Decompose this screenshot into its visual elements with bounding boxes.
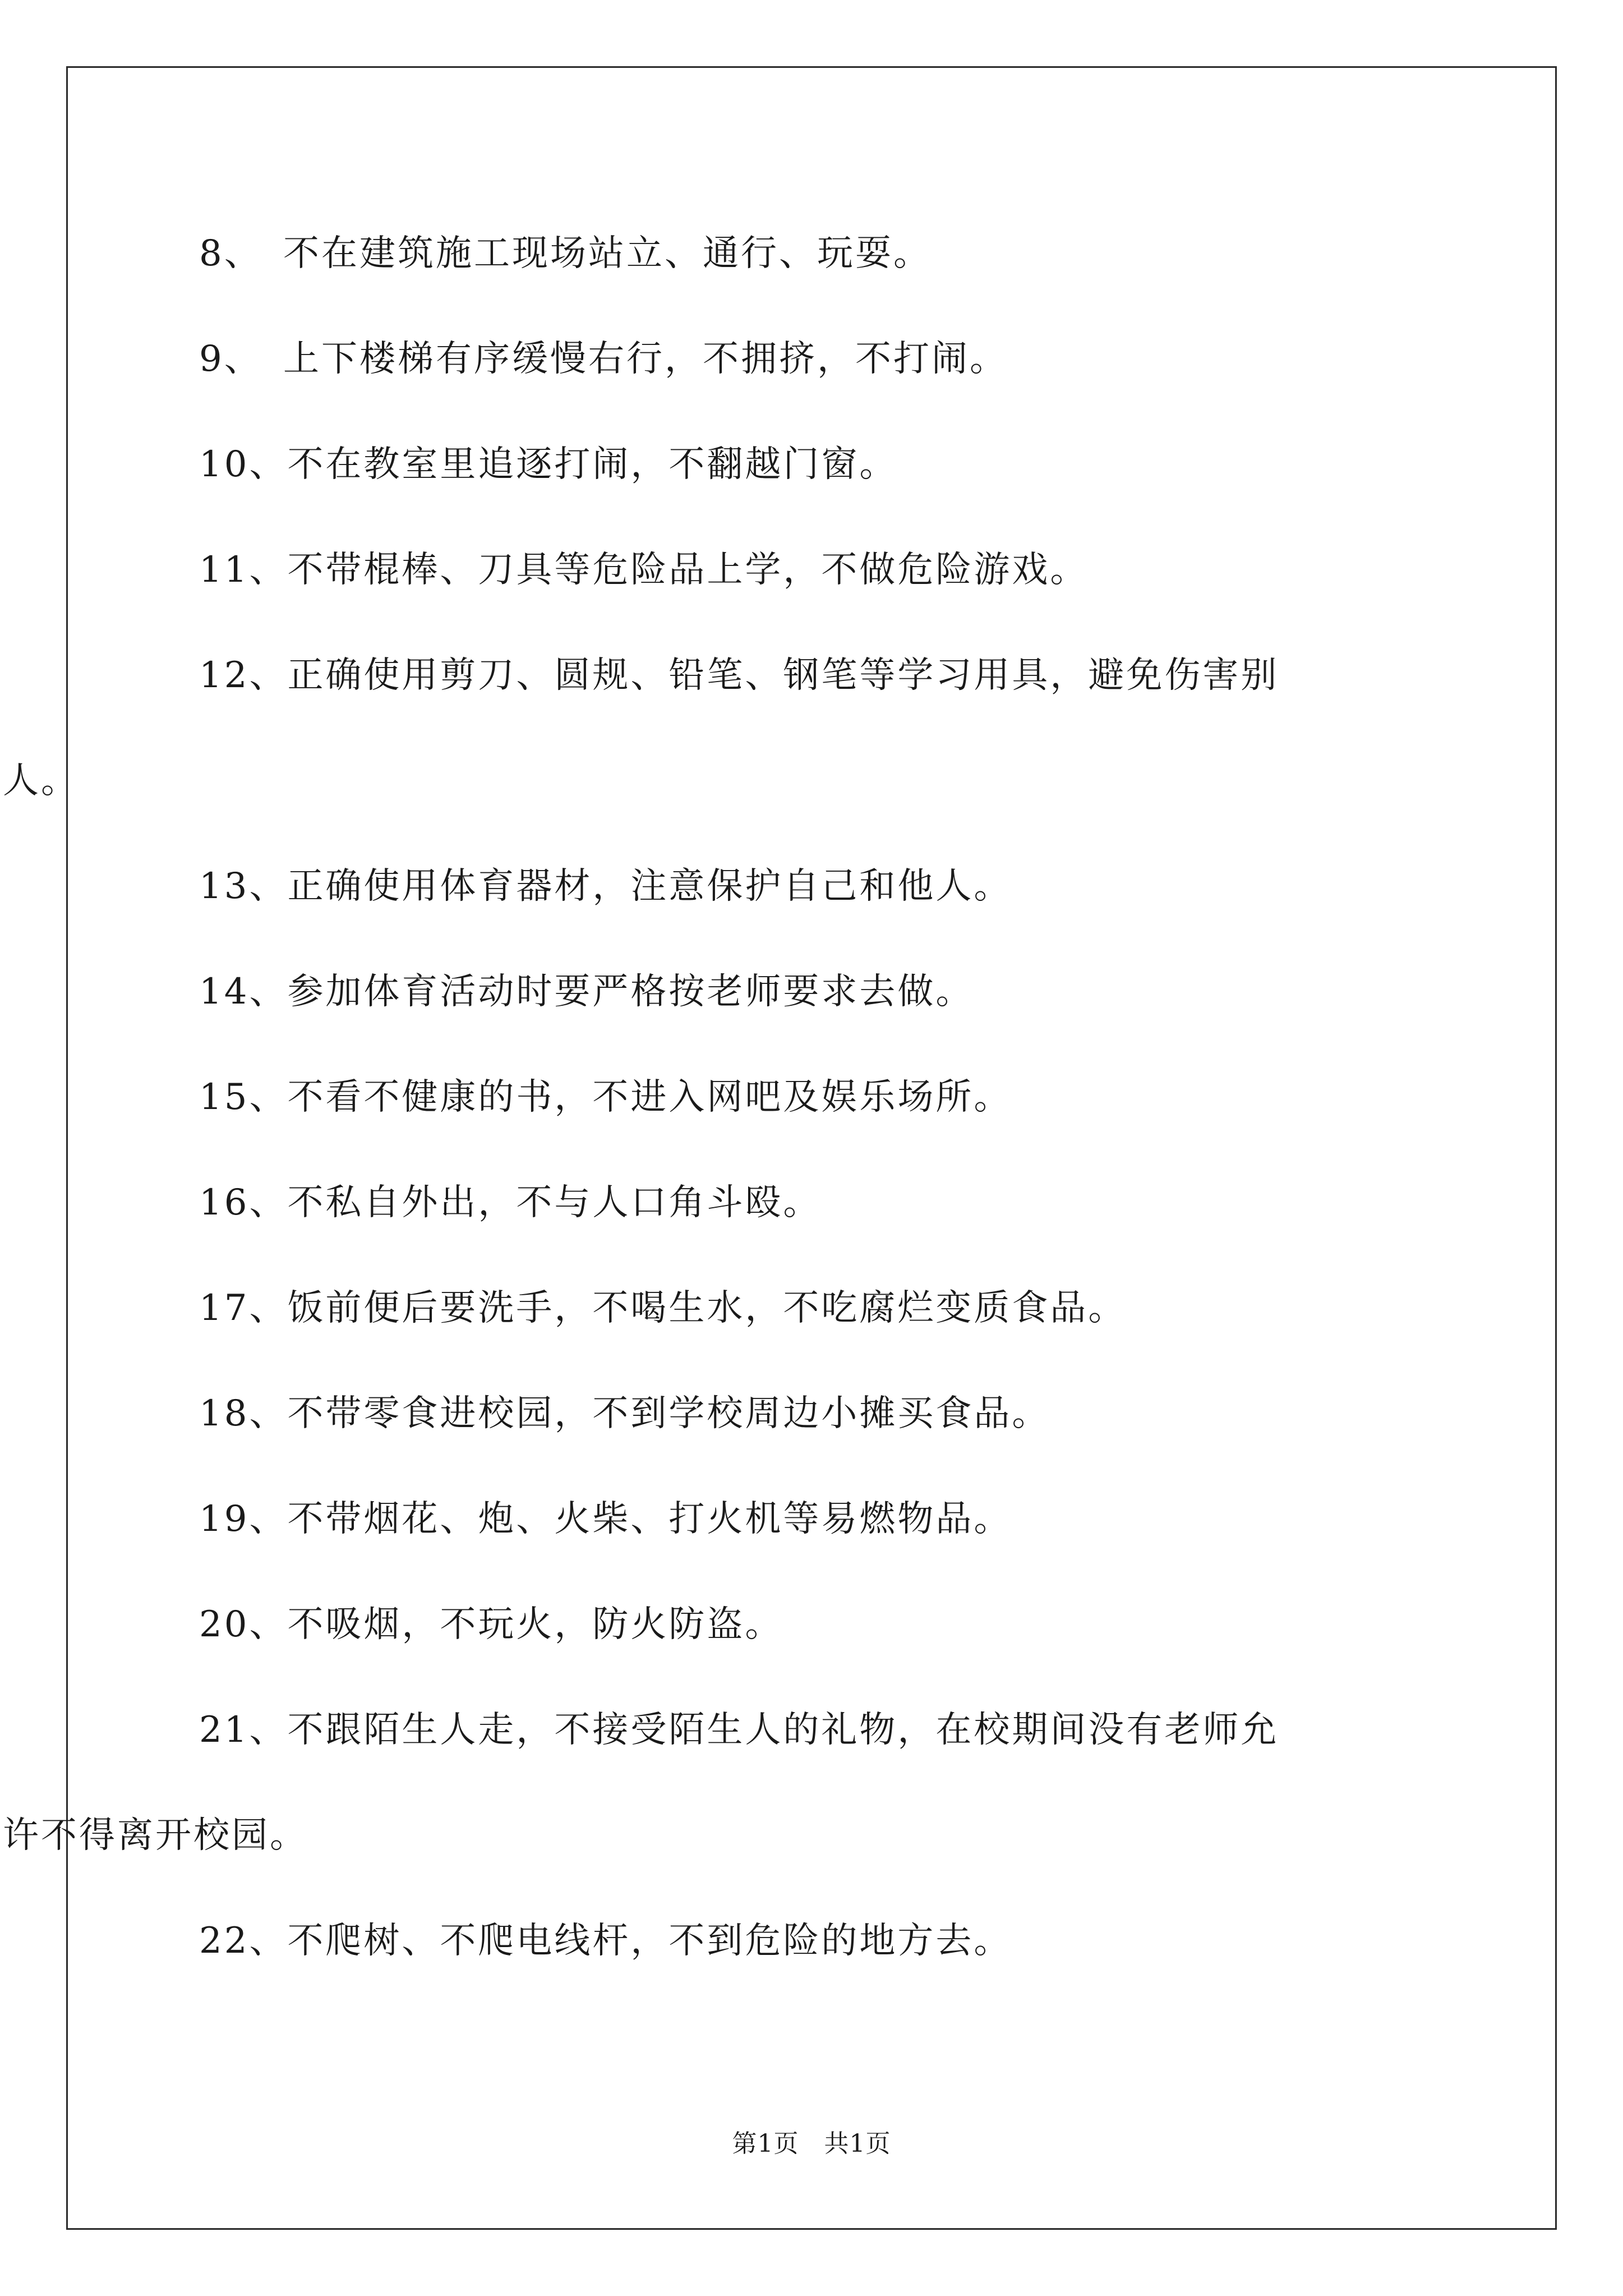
list-item <box>199 1598 783 1651</box>
list-item <box>199 1492 1012 1546</box>
item-text: 不带烟花、炮、火柴、打火机等易燃物品。 <box>287 1498 1012 1540</box>
page-footer <box>0 2127 1623 2161</box>
item-text: 不跟陌生人走，不接受陌生人的礼物，在校期间没有老师允 <box>287 1709 1279 1751</box>
list-item-continuation <box>3 754 79 808</box>
page-border <box>66 66 1557 2230</box>
list-item <box>199 1387 1050 1441</box>
item-number: 10、 <box>199 444 288 485</box>
item-number: 9、 <box>199 338 262 380</box>
list-item <box>199 1914 1012 1968</box>
item-text-continued: 人。 <box>3 760 79 802</box>
list-item <box>199 1281 1126 1335</box>
item-number: 18、 <box>199 1393 288 1434</box>
list-item <box>199 332 1008 386</box>
item-text: 正确使用体育器材，注意保护自己和他人。 <box>287 866 1012 907</box>
list-item <box>199 1070 1012 1124</box>
item-number: 12、 <box>199 655 288 696</box>
item-number: 17、 <box>199 1287 288 1329</box>
item-text: 饭前便后要洗手，不喝生水，不吃腐烂变质食品。 <box>287 1287 1127 1329</box>
list-item <box>199 648 1279 702</box>
item-text-continued: 许不得离开校园。 <box>3 1815 308 1856</box>
item-text: 不爬树、不爬电线杆，不到危险的地方去。 <box>287 1920 1012 1962</box>
list-item <box>199 438 897 491</box>
item-text: 正确使用剪刀、圆规、铅笔、钢笔等学习用具，避免伤害别 <box>287 655 1279 696</box>
item-text: 不在教室里追逐打闹，不翻越门窗。 <box>287 444 898 485</box>
item-number: 13、 <box>199 866 288 907</box>
item-text: 不私自外出，不与人口角斗殴。 <box>287 1182 822 1223</box>
item-number: 15、 <box>199 1076 288 1118</box>
list-item <box>199 1703 1279 1757</box>
item-number: 21、 <box>199 1709 288 1751</box>
item-number: 16、 <box>199 1182 288 1223</box>
page-number-label: 第1页 共1页 <box>732 2129 891 2158</box>
item-text: 不带零食进校园，不到学校周边小摊买食品。 <box>287 1393 1050 1434</box>
list-item-continuation <box>3 1809 308 1862</box>
item-text: 不吸烟，不玩火，防火防盗。 <box>287 1604 783 1645</box>
list-item <box>199 859 1012 913</box>
item-text: 不在建筑施工现场站立、通行、玩耍。 <box>283 233 932 274</box>
list-item <box>199 543 1088 597</box>
item-number: 22、 <box>199 1920 288 1962</box>
item-text: 不带棍棒、刀具等危险品上学，不做危险游戏。 <box>287 549 1089 591</box>
item-number: 11、 <box>199 549 288 591</box>
item-number: 14、 <box>199 971 288 1013</box>
list-item <box>199 227 932 280</box>
item-text: 上下楼梯有序缓慢右行，不拥挤，不打闹。 <box>283 338 1008 380</box>
item-number: 19、 <box>199 1498 288 1540</box>
item-text: 不看不健康的书，不进入网吧及娱乐场所。 <box>287 1076 1012 1118</box>
item-number: 8、 <box>199 233 262 274</box>
list-item <box>199 965 974 1019</box>
item-number: 20、 <box>199 1604 288 1645</box>
item-text: 参加体育活动时要严格按老师要求去做。 <box>287 971 974 1013</box>
list-item <box>199 1176 821 1230</box>
